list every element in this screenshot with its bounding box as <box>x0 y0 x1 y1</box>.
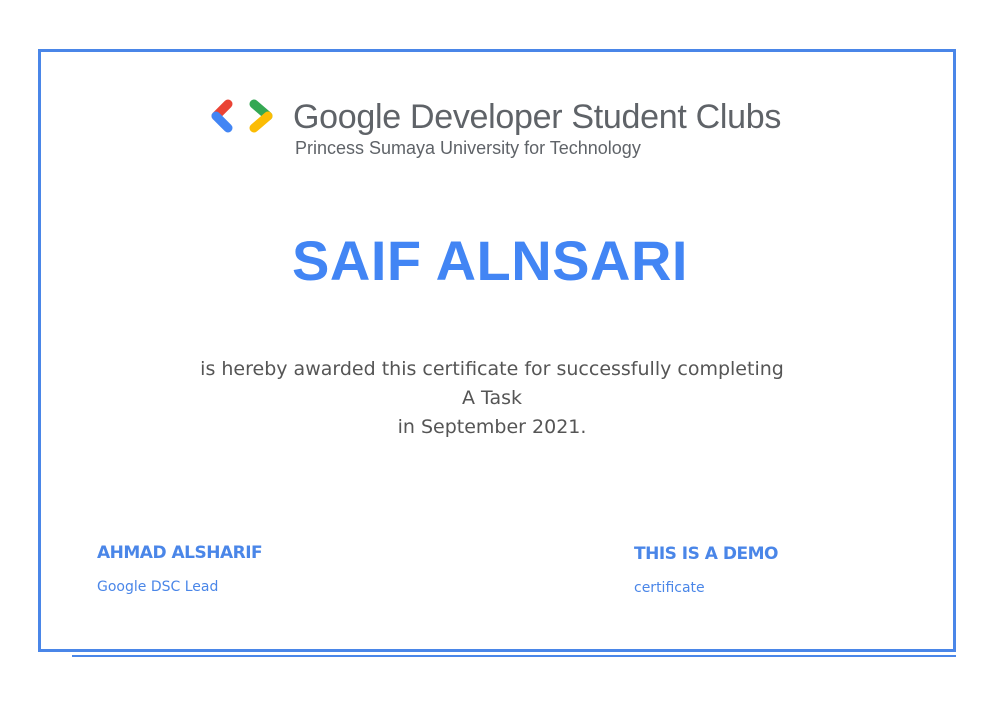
award-line-3: in September 2021. <box>397 416 587 438</box>
signer-role-right: certificate <box>634 580 705 596</box>
award-statement <box>0 355 984 442</box>
signature-left <box>97 543 262 595</box>
gdsc-logo <box>210 98 810 160</box>
signature-right <box>634 544 778 596</box>
logo-subtitle: Princess Sumaya University for Technology <box>295 138 641 158</box>
award-line-2: A Task <box>461 387 523 409</box>
gdsc-brackets-icon <box>210 98 284 138</box>
logo-title: Google Developer Student Clubs <box>293 98 782 136</box>
signer-name-left: AHMAD ALSHARIF <box>97 543 263 563</box>
signer-name-right: THIS IS A DEMO <box>634 544 778 564</box>
recipient-name: SAIF ALNSARI <box>292 229 688 292</box>
signer-role-left: Google DSC Lead <box>97 579 219 595</box>
award-line-1: is hereby awarded this certificate for successfully completing <box>200 358 784 380</box>
frame-bottom-stroke <box>72 655 956 657</box>
